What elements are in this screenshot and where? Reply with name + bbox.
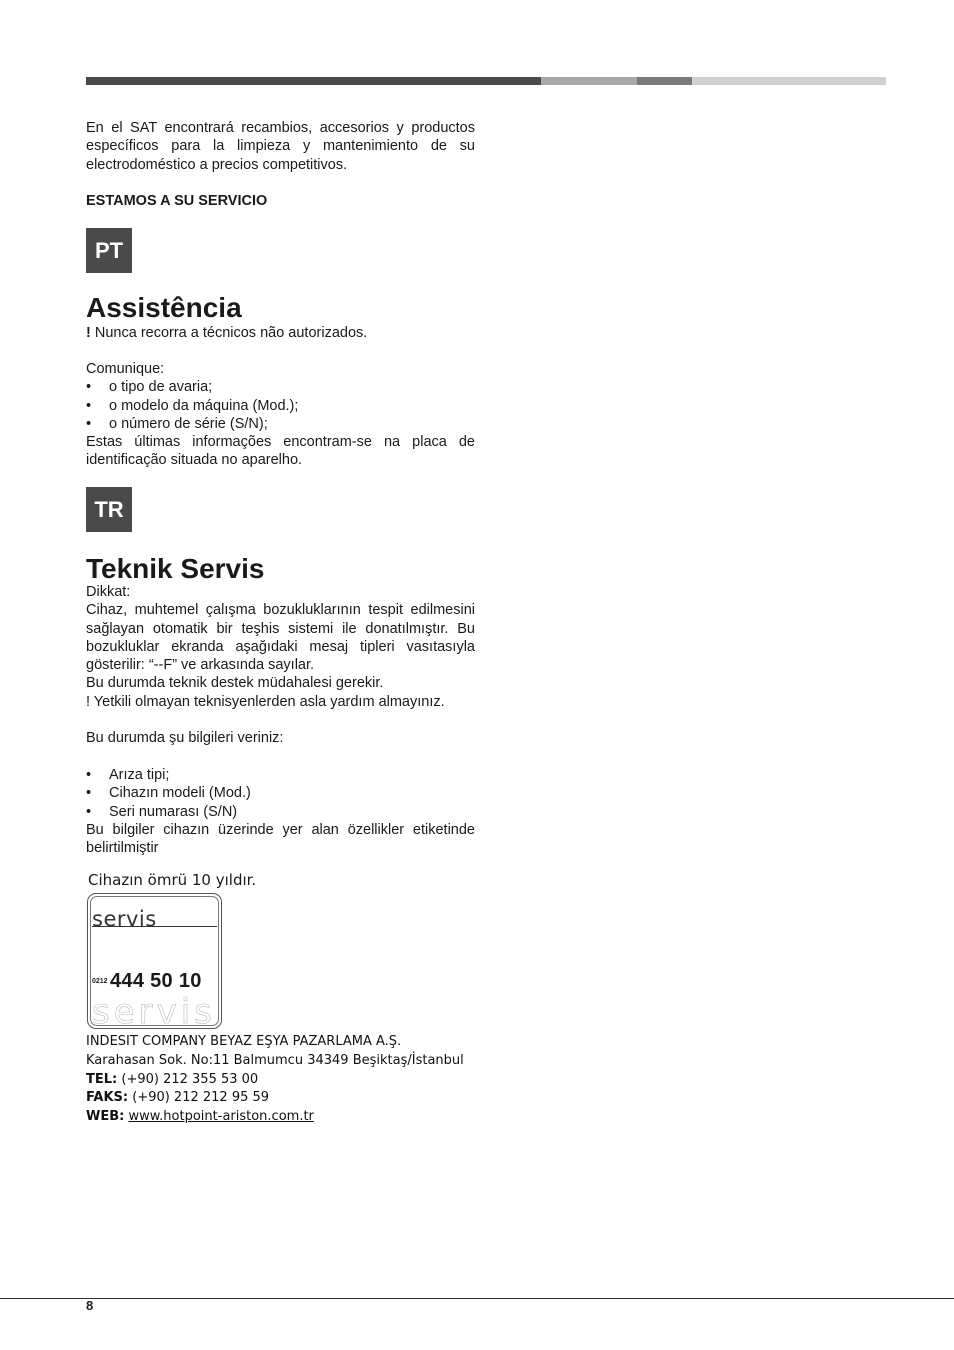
es-closing-line: ESTAMOS A SU SERVICIO: [86, 193, 268, 209]
list-item: • o modelo da máquina (Mod.);: [86, 397, 299, 414]
tr-body-block: [86, 583, 475, 711]
tr-body-paragraph: Cihaz, muhtemel çalışma bozukluklarının tespit edilmesini sağlayan otomatik bir teşhis sistemi ile donatılmıştır. Bu bozukluklar ekranda aşağıdaki mesaj tipleri vasıtasıyla gösterilir: “--F” ve arkasında sayılar.: [86, 602, 475, 674]
company-fax: FAKS: (+90) 212 212 95 59: [86, 1090, 270, 1106]
warning-mark: !: [86, 325, 91, 341]
pt-note: Estas últimas informações encontram-se na placa de identificação situada no aparelho.: [86, 434, 475, 469]
language-badge-tr: TR: [86, 487, 132, 532]
company-tel: TEL: (+90) 212 355 53 00: [86, 1071, 259, 1087]
company-web-link[interactable]: www.hotpoint-ariston.com.tr: [128, 1109, 314, 1125]
header-bar-segment: [541, 77, 637, 85]
company-address: Karahasan Sok. No:11 Balmumcu 34349 Beşiktaş/İstanbul: [86, 1052, 464, 1068]
service-card-phone: 444 50 10: [110, 970, 202, 992]
company-info: [86, 1033, 464, 1127]
tr-info-list: [86, 766, 475, 857]
tr-support-line: Bu durumda teknik destek müdahalesi gerekir.: [86, 675, 384, 692]
pt-communicate-label: Comunique:: [86, 361, 165, 377]
service-card-area-code: 0212: [92, 978, 108, 985]
tr-warning-line: ! Yetkili olmayan teknisyenlerden asla yardım almayınız.: [86, 693, 445, 710]
service-card-divider: [92, 926, 217, 927]
language-badge-pt: PT: [86, 228, 132, 273]
pt-section-title: Assistência: [86, 292, 242, 323]
pt-warning: [86, 324, 475, 342]
header-bar-segment: [86, 77, 541, 85]
header-color-bar: [86, 77, 886, 85]
es-intro-paragraph: En el SAT encontrará recambios, accesorios y productos específicos para la limpieza y mantenimiento de su electrodoméstico a precios competitivos.: [86, 120, 475, 173]
tr-lifetime-note: Cihazın ömrü 10 yıldır.: [88, 871, 257, 889]
service-card-watermark: servis: [92, 992, 216, 1032]
company-web: WEB: www.hotpoint-ariston.com.tr: [86, 1109, 314, 1125]
list-item: • o número de série (S/N);: [86, 415, 268, 432]
list-item: • Arıza tipi;: [86, 767, 170, 783]
tr-attention-label: Dikkat:: [86, 584, 131, 600]
header-bar-segment: [637, 77, 692, 85]
header-bar-segment: [692, 77, 886, 85]
tr-section-title: Teknik Servis: [86, 553, 265, 584]
service-card-brand: servis: [92, 907, 157, 931]
list-item: • Seri numarası (S/N): [86, 803, 238, 820]
company-name: INDESIT COMPANY BEYAZ EŞYA PAZARLAMA A.Ş.: [86, 1034, 402, 1049]
footer-rule: [0, 1298, 954, 1299]
tr-note: Bu bilgiler cihazın üzerinde yer alan özellikler etiketinde belirtilmiştir: [86, 821, 475, 857]
list-item: • o tipo de avaria;: [86, 379, 213, 396]
pt-communicate-block: [86, 360, 475, 470]
list-item: • Cihazın modeli (Mod.): [86, 785, 251, 802]
tr-provide-label: Bu durumda şu bilgileri veriniz:: [86, 730, 284, 746]
pt-warning-text: Nunca recorra a técnicos não autorizados.: [90, 325, 368, 341]
page-number: 8: [86, 1298, 94, 1313]
service-card: [87, 893, 222, 1032]
